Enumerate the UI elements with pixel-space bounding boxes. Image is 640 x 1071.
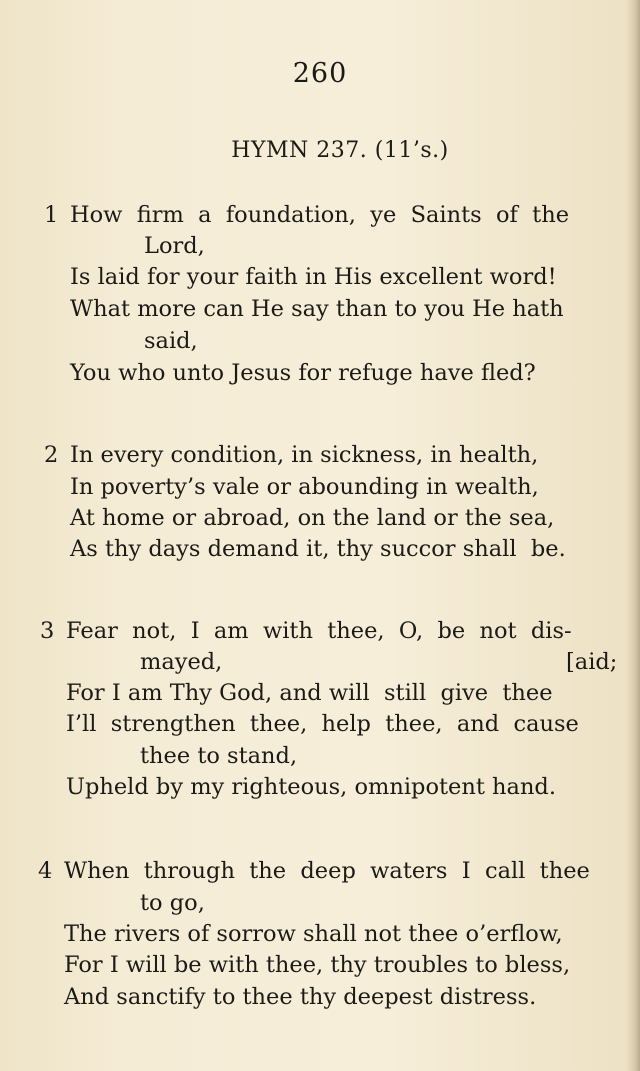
verse-line: Is laid for your faith in His excellent word! <box>70 264 557 290</box>
hymn-title: HYMN 237. (11’s.) <box>231 138 449 163</box>
verse-line: said, <box>144 328 198 354</box>
verse-number: 3 <box>40 618 55 644</box>
verse-number: 2 <box>44 442 59 468</box>
verse-line: to go, <box>140 890 205 916</box>
verse-number: 4 <box>38 858 53 884</box>
verse-line: What more can He say than to you He hath <box>70 296 564 322</box>
verse-line: Lord, <box>144 233 205 259</box>
verse-line: You who unto Jesus for refuge have fled? <box>70 360 536 386</box>
verse-line: Upheld by my righteous, omnipotent hand. <box>66 774 556 800</box>
verse-line: In every condition, in sickness, in health, <box>70 442 539 468</box>
verse-line: For I will be with thee, thy troubles to bless, <box>64 952 571 978</box>
verse-line: And sanctify to thee thy deepest distress. <box>64 984 537 1010</box>
verse-line: As thy days demand it, thy succor shall be. <box>70 536 566 562</box>
verse-line: Fear not, I am with thee, O, be not dis- <box>66 618 572 644</box>
verse-line: thee to stand, <box>140 743 298 769</box>
verse-line: How firm a foundation, ye Saints of the <box>70 202 570 228</box>
verse-line: When through the deep waters I call thee <box>64 858 590 884</box>
verse-line: For I am Thy God, and will still give thee <box>66 680 553 706</box>
verse-line: The rivers of sorrow shall not thee o’erflow, <box>64 921 563 947</box>
verse-line: At home or abroad, on the land or the sea, <box>70 505 555 531</box>
verse-number: 1 <box>44 202 59 228</box>
verse-line: I’ll strengthen thee, help thee, and cause <box>66 711 579 737</box>
verse-line: mayed, <box>140 649 223 675</box>
page-number: 260 <box>292 58 348 89</box>
verse-bracket-continuation: [aid; <box>566 649 618 675</box>
verse-line: In poverty’s vale or abounding in wealth, <box>70 474 539 500</box>
